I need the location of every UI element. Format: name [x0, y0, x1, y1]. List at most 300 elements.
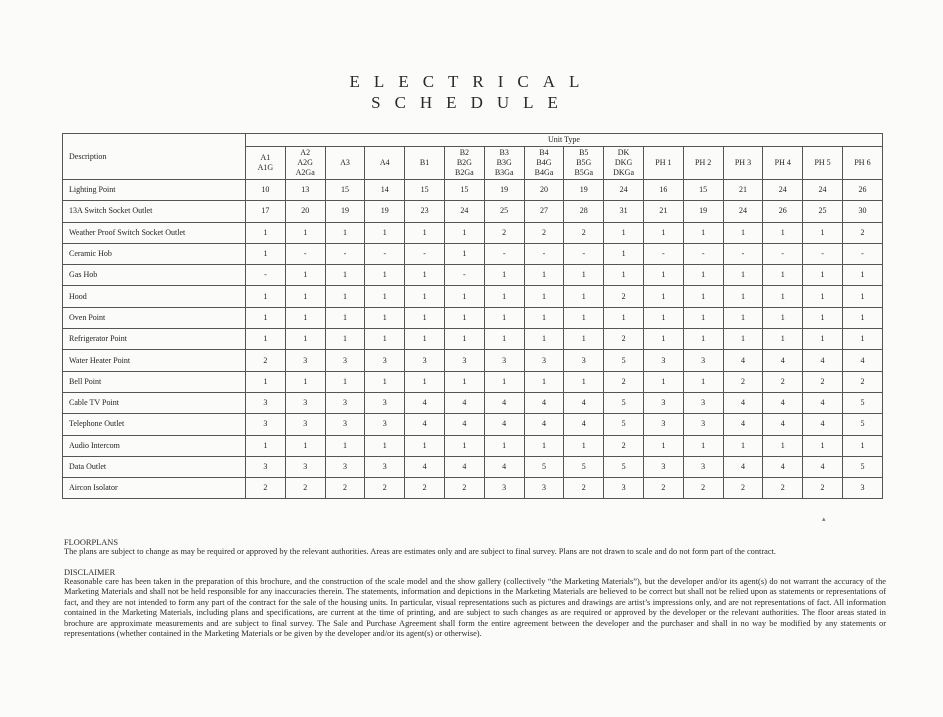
table-cell: 3	[246, 414, 286, 435]
table-cell: 4	[842, 350, 882, 371]
row-label: Water Heater Point	[63, 350, 246, 371]
table-cell: 19	[365, 201, 405, 222]
table-cell: 1	[564, 329, 604, 350]
row-label: Lighting Point	[63, 180, 246, 201]
table-cell: 4	[803, 456, 843, 477]
table-cell: 1	[803, 286, 843, 307]
table-row	[63, 371, 883, 392]
table-cell: 1	[246, 307, 286, 328]
table-cell: 5	[604, 350, 644, 371]
table-cell: 1	[285, 371, 325, 392]
table-cell: 26	[842, 180, 882, 201]
table-cell: 4	[484, 456, 524, 477]
table-cell: 3	[405, 350, 445, 371]
table-cell: 1	[524, 265, 564, 286]
table-cell: 5	[564, 456, 604, 477]
table-cell: -	[444, 265, 484, 286]
table-cell: 3	[683, 392, 723, 413]
table-cell: 25	[803, 201, 843, 222]
table-cell: 2	[365, 478, 405, 499]
table-cell: 3	[325, 414, 365, 435]
table-cell: 1	[723, 435, 763, 456]
unit-code: A1	[260, 153, 271, 162]
electrical-schedule-table	[62, 133, 883, 499]
table-cell: 31	[604, 201, 644, 222]
table-row	[63, 350, 883, 371]
table-cell: 3	[325, 350, 365, 371]
table-cell: 2	[285, 478, 325, 499]
table-cell: 1	[763, 329, 803, 350]
table-cell: 3	[444, 350, 484, 371]
table-cell: 19	[325, 201, 365, 222]
row-label: Hood	[63, 286, 246, 307]
table-cell: 1	[246, 286, 286, 307]
table-cell: 4	[484, 392, 524, 413]
table-cell: 1	[683, 265, 723, 286]
table-cell: 2	[246, 478, 286, 499]
unit-code: B3	[499, 148, 509, 157]
table-row	[63, 414, 883, 435]
unit-header-cell	[643, 147, 683, 180]
table-cell: 1	[246, 243, 286, 264]
table-cell: 1	[763, 286, 803, 307]
table-cell: 5	[604, 392, 644, 413]
table-cell: 19	[683, 201, 723, 222]
table-cell: 4	[763, 414, 803, 435]
table-cell: 1	[325, 307, 365, 328]
table-cell: 1	[683, 307, 723, 328]
table-cell: -	[365, 243, 405, 264]
unit-header-cell	[246, 147, 286, 180]
table-cell: 1	[405, 265, 445, 286]
unit-code: DKG	[614, 158, 633, 167]
unit-code: PH 3	[734, 158, 752, 167]
table-cell: 1	[683, 329, 723, 350]
table-cell: 1	[444, 329, 484, 350]
table-cell: 1	[246, 329, 286, 350]
table-cell: 3	[285, 392, 325, 413]
row-label: Bell Point	[63, 371, 246, 392]
unit-code: A2	[300, 148, 311, 157]
row-label: Cable TV Point	[63, 392, 246, 413]
unit-header-cell	[604, 147, 644, 180]
table-cell: 4	[803, 350, 843, 371]
unit-code: DKGa	[613, 168, 635, 177]
table-cell: 1	[803, 265, 843, 286]
table-cell: 2	[763, 478, 803, 499]
table-cell: 25	[484, 201, 524, 222]
table-cell: 4	[803, 392, 843, 413]
table-cell: 1	[444, 286, 484, 307]
table-cell: 4	[524, 392, 564, 413]
table-cell: 1	[325, 435, 365, 456]
table-cell: -	[285, 243, 325, 264]
table-cell: 1	[405, 222, 445, 243]
schedule-body	[63, 180, 883, 499]
table-cell: 1	[524, 329, 564, 350]
table-cell: 4	[444, 456, 484, 477]
table-cell: 3	[604, 478, 644, 499]
table-cell: 1	[524, 286, 564, 307]
table-cell: -	[484, 243, 524, 264]
table-cell: 3	[285, 414, 325, 435]
table-cell: 2	[444, 478, 484, 499]
table-cell: 3	[683, 350, 723, 371]
table-cell: 5	[524, 456, 564, 477]
disclaimer-heading: DISCLAIMER	[64, 568, 116, 577]
table-cell: 4	[405, 414, 445, 435]
table-cell: 1	[564, 435, 604, 456]
table-cell: 1	[683, 222, 723, 243]
table-cell: 1	[564, 286, 604, 307]
unit-code: B4G	[536, 158, 552, 167]
unit-code: A1G	[257, 163, 274, 172]
table-cell: 4	[803, 414, 843, 435]
table-cell: 5	[842, 392, 882, 413]
table-cell: 4	[723, 350, 763, 371]
table-cell: 1	[285, 222, 325, 243]
table-cell: 1	[604, 307, 644, 328]
table-cell: 4	[723, 392, 763, 413]
table-cell: 1	[723, 329, 763, 350]
table-cell: 1	[325, 329, 365, 350]
table-cell: 3	[643, 456, 683, 477]
table-cell: 1	[604, 243, 644, 264]
row-label: Audio Intercom	[63, 435, 246, 456]
unit-code: B2	[459, 148, 470, 157]
table-cell: 1	[484, 329, 524, 350]
table-cell: 1	[325, 222, 365, 243]
unit-header-cell	[763, 147, 803, 180]
table-cell: 1	[803, 435, 843, 456]
table-cell: 24	[604, 180, 644, 201]
table-cell: 2	[484, 222, 524, 243]
table-cell: -	[524, 243, 564, 264]
row-label: Refrigerator Point	[63, 329, 246, 350]
table-cell: 1	[444, 243, 484, 264]
table-cell: 1	[643, 329, 683, 350]
table-cell: 1	[604, 222, 644, 243]
table-cell: 3	[683, 414, 723, 435]
table-cell: 4	[564, 392, 604, 413]
table-cell: 3	[564, 350, 604, 371]
table-cell: 24	[763, 180, 803, 201]
table-cell: 14	[365, 180, 405, 201]
unit-type-header: Unit Type	[246, 134, 883, 147]
table-cell: 2	[723, 371, 763, 392]
table-cell: 1	[285, 435, 325, 456]
table-cell: 1	[444, 371, 484, 392]
unit-header-cell	[842, 147, 882, 180]
table-row	[63, 392, 883, 413]
unit-code: PH 4	[774, 158, 791, 167]
table-cell: 15	[325, 180, 365, 201]
table-cell: 4	[723, 456, 763, 477]
floorplans-text: The plans are subject to change as may be required or approved by the relevant authorities. Areas are estimates only and are subject to final survey. Plans are not drawn to scale and do not form part of the contract.	[64, 547, 777, 556]
table-cell: 1	[405, 307, 445, 328]
description-header: Description	[63, 134, 246, 180]
table-cell: 1	[643, 435, 683, 456]
table-cell: 28	[564, 201, 604, 222]
table-cell: 1	[405, 329, 445, 350]
table-cell: 1	[444, 222, 484, 243]
table-cell: -	[683, 243, 723, 264]
table-cell: 5	[842, 456, 882, 477]
table-cell: 4	[723, 414, 763, 435]
unit-code: B2G	[456, 158, 472, 167]
table-cell: 1	[524, 371, 564, 392]
table-cell: 30	[842, 201, 882, 222]
row-label: Oven Point	[63, 307, 246, 328]
table-cell: 2	[246, 350, 286, 371]
table-cell: 2	[723, 478, 763, 499]
table-cell: 1	[484, 371, 524, 392]
table-cell: 1	[246, 222, 286, 243]
table-cell: 3	[365, 456, 405, 477]
table-cell: 15	[405, 180, 445, 201]
table-cell: 3	[643, 350, 683, 371]
unit-code: B2Ga	[455, 168, 474, 177]
table-cell: 4	[405, 456, 445, 477]
table-cell: 1	[564, 371, 604, 392]
table-cell: 1	[365, 329, 405, 350]
table-cell: 1	[285, 265, 325, 286]
unit-header-cell	[484, 147, 524, 180]
page-title: ELECTRICAL	[349, 72, 594, 91]
row-label: Ceramic Hob	[63, 243, 246, 264]
table-cell: 3	[365, 350, 405, 371]
table-cell: 1	[683, 435, 723, 456]
table-cell: -	[723, 243, 763, 264]
table-cell: 1	[683, 371, 723, 392]
table-cell: 1	[842, 286, 882, 307]
table-cell: -	[763, 243, 803, 264]
table-cell: 1	[365, 222, 405, 243]
table-cell: 20	[524, 180, 564, 201]
table-cell: 5	[604, 414, 644, 435]
table-row	[63, 222, 883, 243]
unit-code: PH 1	[655, 158, 672, 167]
table-cell: -	[842, 243, 882, 264]
table-row	[63, 307, 883, 328]
table-cell: 17	[246, 201, 286, 222]
table-cell: 1	[803, 307, 843, 328]
table-cell: 20	[285, 201, 325, 222]
table-cell: 1	[564, 265, 604, 286]
table-cell: 1	[285, 329, 325, 350]
unit-code: PH 2	[695, 158, 712, 167]
table-cell: 4	[564, 414, 604, 435]
table-cell: 27	[524, 201, 564, 222]
table-cell: 2	[564, 478, 604, 499]
table-cell: 2	[604, 329, 644, 350]
table-cell: -	[405, 243, 445, 264]
unit-code: PH 6	[854, 158, 871, 167]
row-label: Aircon Isolator	[63, 478, 246, 499]
unit-header-cell	[564, 147, 604, 180]
unit-header-cell	[723, 147, 763, 180]
table-cell: 26	[763, 201, 803, 222]
unit-code: DK	[617, 148, 630, 157]
table-cell: 3	[484, 350, 524, 371]
unit-header-cell	[285, 147, 325, 180]
table-cell: 1	[325, 286, 365, 307]
unit-code: A3	[340, 158, 350, 167]
unit-code: PH 5	[814, 158, 831, 167]
table-cell: 3	[643, 392, 683, 413]
table-row	[63, 180, 883, 201]
table-cell: 4	[763, 392, 803, 413]
table-cell: 24	[723, 201, 763, 222]
table-cell: 24	[444, 201, 484, 222]
unit-header-cell	[325, 147, 365, 180]
table-cell: 3	[325, 456, 365, 477]
table-cell: 1	[484, 435, 524, 456]
table-row	[63, 435, 883, 456]
unit-code: B5G	[576, 158, 592, 167]
table-cell: 2	[763, 371, 803, 392]
table-cell: 3	[246, 392, 286, 413]
table-cell: 1	[643, 371, 683, 392]
table-cell: 1	[444, 307, 484, 328]
table-cell: 1	[524, 307, 564, 328]
table-row	[63, 456, 883, 477]
table-cell: -	[325, 243, 365, 264]
unit-code: A2Ga	[295, 168, 315, 177]
table-cell: 21	[643, 201, 683, 222]
table-cell: 3	[683, 456, 723, 477]
unit-code: B5	[579, 148, 589, 157]
table-cell: 2	[325, 478, 365, 499]
table-cell: 2	[604, 371, 644, 392]
table-cell: 19	[484, 180, 524, 201]
table-cell: 1	[365, 371, 405, 392]
floorplans-heading: FLOORPLANS	[64, 538, 118, 547]
table-cell: 1	[763, 435, 803, 456]
unit-code: B3G	[496, 158, 512, 167]
table-row	[63, 265, 883, 286]
table-cell: 2	[842, 222, 882, 243]
row-label: Data Outlet	[63, 456, 246, 477]
table-cell: 2	[604, 286, 644, 307]
table-cell: 16	[643, 180, 683, 201]
unit-header-cell	[683, 147, 723, 180]
table-cell: 1	[842, 265, 882, 286]
table-cell: 4	[763, 456, 803, 477]
table-cell: -	[246, 265, 286, 286]
unit-header-cell	[524, 147, 564, 180]
table-cell: 1	[842, 329, 882, 350]
table-cell: 3	[246, 456, 286, 477]
table-cell: 1	[564, 307, 604, 328]
table-cell: 1	[524, 435, 564, 456]
table-cell: 3	[524, 350, 564, 371]
unit-code: B3Ga	[494, 168, 514, 177]
table-cell: 3	[325, 392, 365, 413]
table-cell: 1	[484, 286, 524, 307]
table-cell: 1	[803, 222, 843, 243]
table-cell: 1	[643, 222, 683, 243]
table-cell: 24	[803, 180, 843, 201]
table-cell: -	[803, 243, 843, 264]
unit-code: A2G	[297, 158, 313, 167]
table-cell: 1	[484, 265, 524, 286]
scan-mark: ▴	[822, 515, 826, 523]
table-cell: 3	[365, 414, 405, 435]
table-cell: 13	[285, 180, 325, 201]
unit-code: B4Ga	[534, 168, 554, 177]
table-cell: 1	[484, 307, 524, 328]
table-cell: 1	[763, 222, 803, 243]
row-label: Gas Hob	[63, 265, 246, 286]
table-cell: 1	[803, 329, 843, 350]
disclaimer-text: Reasonable care has been taken in the preparation of this brochure, and the construction of the scale model and the show gallery (collectively “the Marketing Materials”), but the developer and/or its agent(s) do not warrant the accuracy of the Marketing Materials and shall not be held responsible for any inaccuracies therein. The statements, information and depictions in the Marketing Materials are believed to be correct but shall not be relied upon as statements or representations of fact, and they are not intended to form any part of the contract for the sale of the housing units. In particular, visual representations such as pictures and drawings are artist’s impressions only, and are not representations of fact. All information contained in the Marketing Materials, including plans and specifications, are current at the time of printing, and are subject to such changes as are required or approved by the developer or the relevant authorities. The floor areas stated in brochure are approximate measurements and are subject to final survey. The Sale and Purchase Agreement shall form the entire agreement between the developer and the purchaser and shall in no way be modified by any statements or representations (whether contained in the Marketing Materials or be given by the developer and/or its agent(s) or otherwise).	[64, 577, 886, 639]
table-cell: 3	[643, 414, 683, 435]
table-cell: 1	[723, 265, 763, 286]
table-cell: 2	[643, 478, 683, 499]
table-cell: 4	[405, 392, 445, 413]
table-cell: 1	[763, 265, 803, 286]
unit-header-cell	[405, 147, 445, 180]
table-cell: 19	[564, 180, 604, 201]
table-cell: 1	[763, 307, 803, 328]
table-cell: 4	[763, 350, 803, 371]
table-cell: 1	[246, 435, 286, 456]
table-cell: 1	[723, 307, 763, 328]
table-cell: 4	[524, 414, 564, 435]
table-cell: 1	[325, 371, 365, 392]
table-cell: 4	[444, 414, 484, 435]
table-cell: 2	[405, 478, 445, 499]
table-cell: 1	[405, 435, 445, 456]
table-cell: -	[643, 243, 683, 264]
table-row	[63, 243, 883, 264]
unit-header-cell	[365, 147, 405, 180]
table-cell: 2	[604, 435, 644, 456]
table-cell: 1	[405, 371, 445, 392]
table-cell: 3	[285, 350, 325, 371]
table-cell: 1	[365, 435, 405, 456]
table-cell: 1	[405, 286, 445, 307]
unit-header-cell	[803, 147, 843, 180]
table-cell: 1	[842, 307, 882, 328]
table-cell: 1	[723, 286, 763, 307]
table-cell: 5	[604, 456, 644, 477]
unit-header-cell	[444, 147, 484, 180]
table-cell: 4	[484, 414, 524, 435]
table-cell: 2	[524, 222, 564, 243]
table-cell: 1	[325, 265, 365, 286]
unit-code: B1	[419, 158, 430, 167]
row-label: 13A Switch Socket Outlet	[63, 201, 246, 222]
table-cell: 1	[365, 307, 405, 328]
table-cell: 3	[285, 456, 325, 477]
page-subtitle: SCHEDULE	[371, 93, 572, 112]
table-cell: 1	[604, 265, 644, 286]
table-cell: 10	[246, 180, 286, 201]
table-row	[63, 478, 883, 499]
table-cell: 5	[842, 414, 882, 435]
table-cell: 1	[285, 307, 325, 328]
table-cell: 2	[803, 478, 843, 499]
row-label: Telephone Outlet	[63, 414, 246, 435]
table-cell: 1	[643, 307, 683, 328]
table-cell: -	[564, 243, 604, 264]
table-cell: 21	[723, 180, 763, 201]
table-cell: 15	[444, 180, 484, 201]
table-row	[63, 329, 883, 350]
table-cell: 4	[444, 392, 484, 413]
